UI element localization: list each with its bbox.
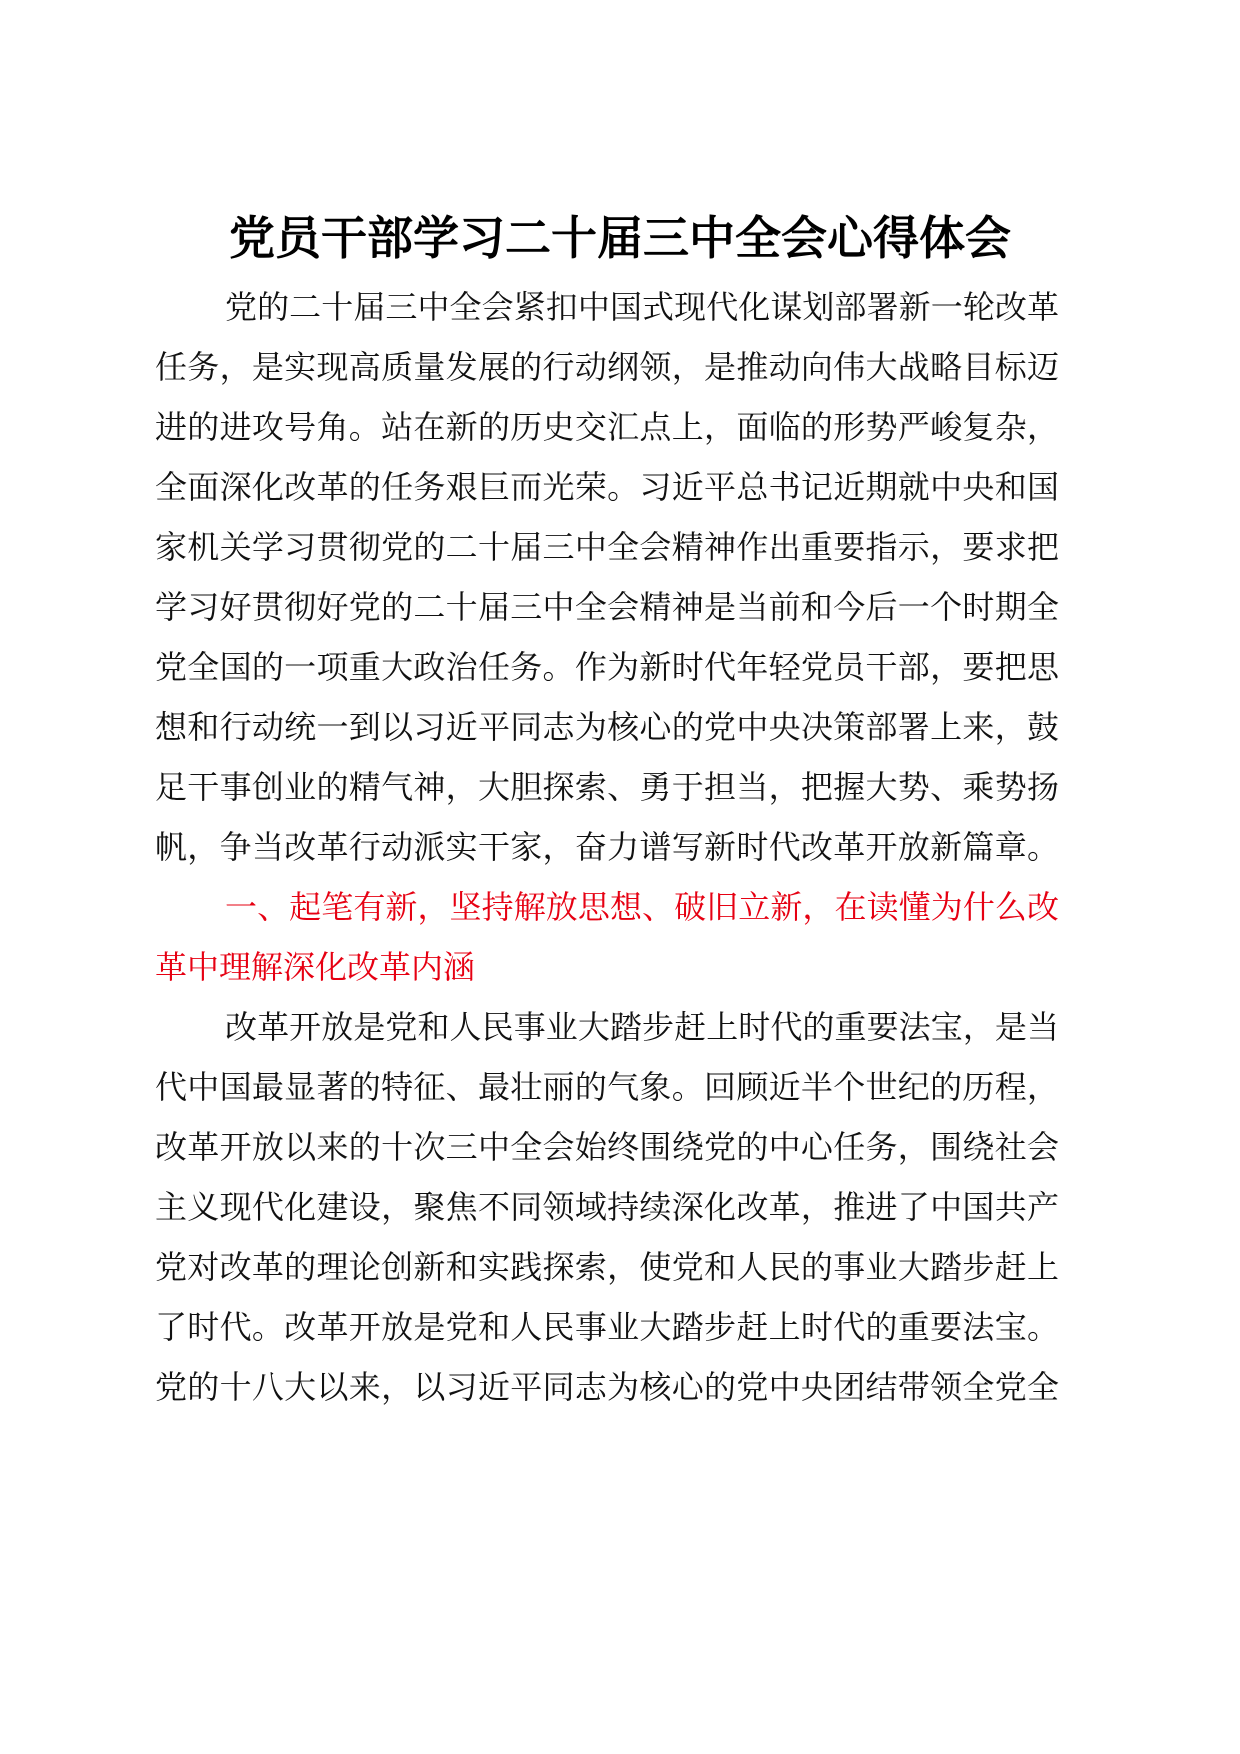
paragraph-line: 代中国最显著的特征、最壮丽的气象。回顾近半个世纪的历程，	[155, 1068, 1059, 1106]
paragraph-line: 全面深化改革的任务艰巨而光荣。习近平总书记近期就中央和国	[155, 468, 1059, 506]
document-title: 党员干部学习二十届三中全会心得体会	[229, 211, 1011, 265]
paragraph-line: 主义现代化建设，聚焦不同领域持续深化改革，推进了中国共产	[155, 1188, 1059, 1226]
paragraph-line: 了时代。改革开放是党和人民事业大踏步赶上时代的重要法宝。	[155, 1308, 1059, 1346]
paragraph-line: 党对改革的理论创新和实践探索，使党和人民的事业大踏步赶上	[155, 1248, 1059, 1286]
paragraph-line: 学习好贯彻好党的二十届三中全会精神是当前和今后一个时期全	[155, 588, 1059, 626]
paragraph-line: 党全国的一项重大政治任务。作为新时代年轻党员干部，要把思	[155, 648, 1059, 686]
paragraph-line: 党的二十届三中全会紧扣中国式现代化谋划部署新一轮改革	[225, 288, 1059, 326]
section-heading: 一、起笔有新，坚持解放思想、破旧立新，在读懂为什么改	[225, 888, 1059, 926]
paragraph-line: 足干事创业的精气神，大胆探索、勇于担当，把握大势、乘势扬	[155, 768, 1059, 806]
paragraph-line: 进的进攻号角。站在新的历史交汇点上，面临的形势严峻复杂，	[155, 408, 1059, 446]
paragraph-line: 改革开放以来的十次三中全会始终围绕党的中心任务，围绕社会	[155, 1128, 1059, 1166]
paragraph-line: 家机关学习贯彻党的二十届三中全会精神作出重要指示，要求把	[155, 528, 1059, 566]
paragraph-line: 任务，是实现高质量发展的行动纲领，是推动向伟大战略目标迈	[155, 348, 1059, 386]
paragraph-line: 想和行动统一到以习近平同志为核心的党中央决策部署上来，鼓	[155, 708, 1059, 746]
section-heading: 革中理解深化改革内涵	[155, 948, 476, 986]
paragraph-line: 党的十八大以来，以习近平同志为核心的党中央团结带领全党全	[155, 1368, 1059, 1406]
paragraph-line: 帆，争当改革行动派实干家，奋力谱写新时代改革开放新篇章。	[155, 828, 1059, 866]
paragraph-line: 改革开放是党和人民事业大踏步赶上时代的重要法宝，是当	[225, 1008, 1059, 1046]
